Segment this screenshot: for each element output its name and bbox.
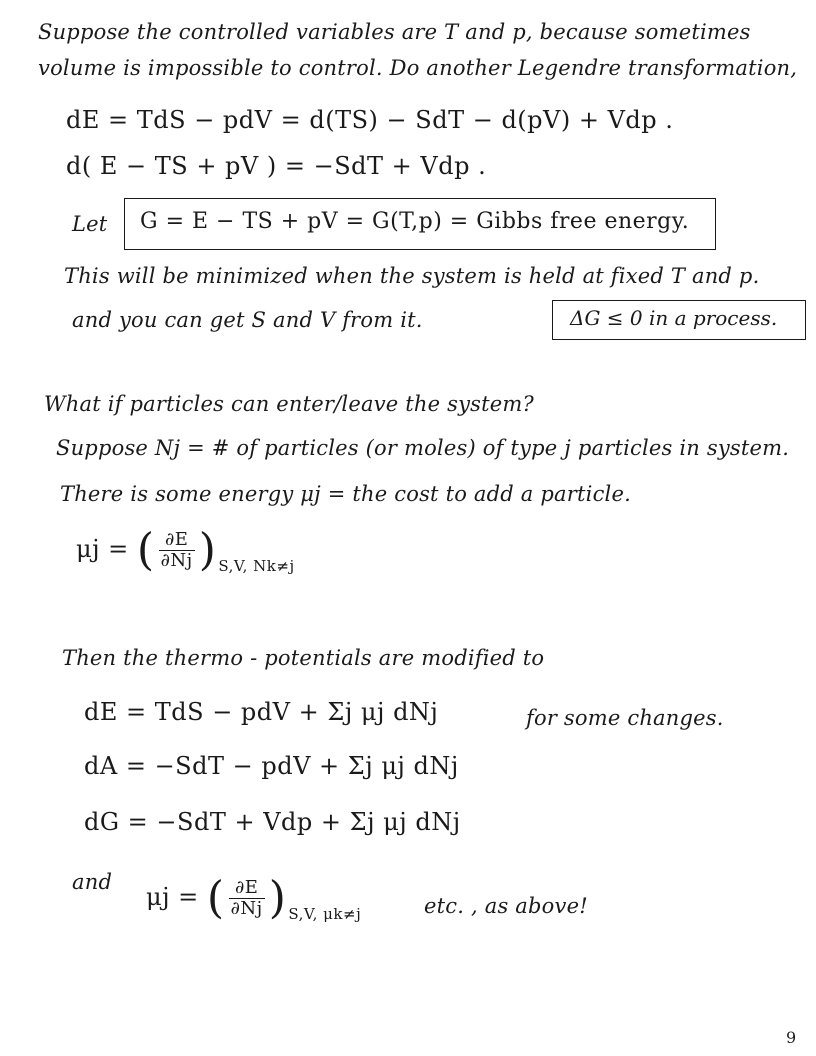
mu-partial-definition <box>146 872 361 939</box>
thermo-dA: dA = −SdT − pdV + Σj μj dNj <box>84 752 459 780</box>
intro-line-1: Suppose the controlled variables are T and p, because sometimes <box>38 20 751 44</box>
gibbs-definition: G = E − TS + pV = G(T,p) = Gibbs free energy. <box>140 209 690 234</box>
mu2-fraction <box>229 878 265 919</box>
mu2-close-paren: ) <box>268 872 287 924</box>
delta-g-note: ΔG ≤ 0 in a process. <box>570 306 778 330</box>
and-label: and <box>72 870 113 894</box>
and-mu-tail: etc. , as above! <box>424 894 588 918</box>
mu-denominator: ∂Nj <box>160 550 193 571</box>
mu-numerator: ∂E <box>159 530 195 551</box>
mu2-subscript: S,V, μk≠j <box>288 905 362 923</box>
thermo-dE-note: for some changes. <box>526 706 724 730</box>
thermo-intro: Then the thermo - potentials are modified to <box>62 646 545 670</box>
particles-suppose: Suppose Nj = # of particles (or moles) of type j particles in system. <box>56 436 790 460</box>
thermo-dG: dG = −SdT + Vdp + Σj μj dNj <box>84 808 461 836</box>
particles-question: What if particles can enter/leave the system? <box>44 392 534 416</box>
intro-line-2: volume is impossible to control. Do another Legendre transformation, <box>38 56 798 80</box>
page-number: 9 <box>786 1028 797 1047</box>
mu-definition <box>76 524 295 591</box>
thermo-dE: dE = TdS − pdV + Σj μj dNj <box>84 698 439 726</box>
mu2-open-paren: ( <box>206 872 225 924</box>
let-label: Let <box>72 212 108 236</box>
mu2-denominator: ∂Nj <box>230 898 263 919</box>
minimized-line-1: This will be minimized when the system is held at fixed T and p. <box>64 264 760 288</box>
equation-d-gibbs: d( E − TS + pV ) = −SdT + Vdp . <box>66 152 487 180</box>
mu-open-paren: ( <box>136 524 155 576</box>
equation-dE-legendre: dE = TdS − pdV = d(TS) − SdT − d(pV) + Vdp . <box>66 106 674 134</box>
mu2-numerator: ∂E <box>229 878 265 899</box>
mu-subscript: S,V, Nk≠j <box>218 557 295 575</box>
mu-lhs: μj = <box>76 535 129 563</box>
minimized-line-2: and you can get S and V from it. <box>72 308 423 332</box>
mu2-lhs: μj = <box>146 883 199 911</box>
mu-close-paren: ) <box>198 524 217 576</box>
mu-fraction <box>159 530 195 571</box>
particles-cost: There is some energy μj = the cost to add a particle. <box>60 482 631 506</box>
